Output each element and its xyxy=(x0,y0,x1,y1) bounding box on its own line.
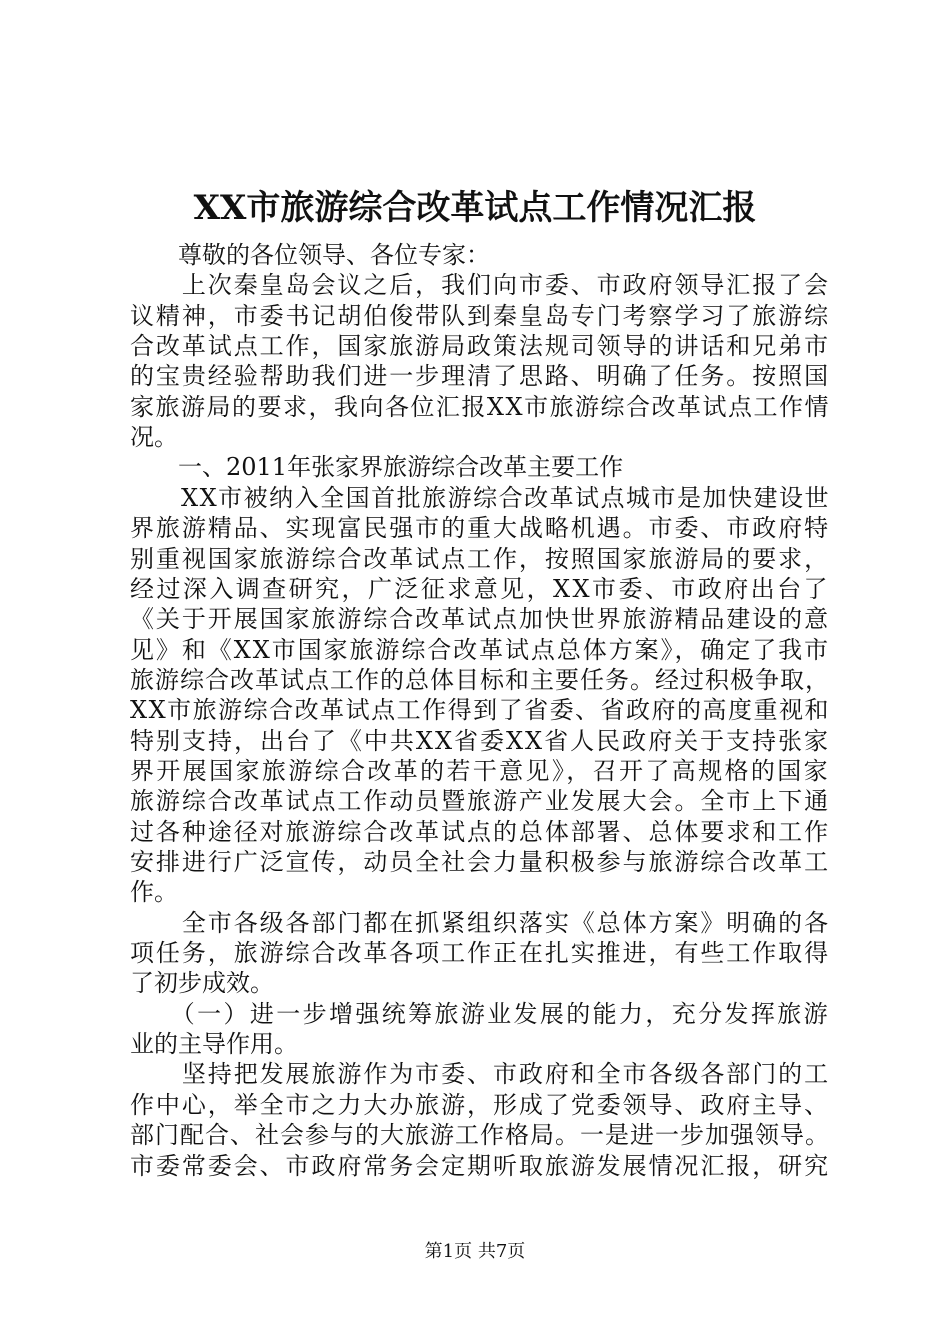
body-line: 一、2011年张家界旅游综合改革主要工作 xyxy=(130,453,624,482)
body-line: 界开展国家旅游综合改革的若干意见》，召开了高规格的国家 xyxy=(130,756,830,785)
body-line: 市委常委会、市政府常务会定期听取旅游发展情况汇报，研究 xyxy=(130,1151,830,1180)
body-line: 作。 xyxy=(130,878,178,907)
body-line: 业的主导作用。 xyxy=(130,1030,298,1059)
body-line: 别重视国家旅游综合改革试点工作，按照国家旅游局的要求， xyxy=(130,544,830,573)
body-line: XX市旅游综合改革试点工作得到了省委、省政府的高度重视和 xyxy=(130,696,830,725)
page-footer: 第1页 共7页 xyxy=(424,1241,526,1262)
body-line: 旅游综合改革试点工作的总体目标和主要任务。经过积极争取， xyxy=(130,665,830,694)
body-line: 作中心，举全市之力大办旅游，形成了党委领导、政府主导、 xyxy=(130,1090,830,1119)
document-title: XX市旅游综合改革试点工作情况汇报 xyxy=(193,188,757,228)
body-line: 家旅游局的要求，我向各位汇报XX市旅游综合改革试点工作情 xyxy=(130,392,830,421)
body-line: 经过深入调查研究，广泛征求意见，XX市委、市政府出台了 xyxy=(130,574,830,603)
body-line: 合改革试点工作，国家旅游局政策法规司领导的讲话和兄弟市 xyxy=(130,332,830,361)
body-line: XX市被纳入全国首批旅游综合改革试点城市是加快建设世 xyxy=(130,483,830,512)
body-line: 安排进行广泛宣传，动员全社会力量积极参与旅游综合改革工 xyxy=(130,848,830,876)
body-line: 见》和《XX市国家旅游综合改革试点总体方案》，确定了我市 xyxy=(130,635,830,664)
body-line: 上次秦皇岛会议之后，我们向市委、市政府领导汇报了会 xyxy=(130,271,830,300)
body-line: 坚持把发展旅游作为市委、市政府和全市各级各部门的工 xyxy=(130,1060,830,1089)
body-line: 项任务，旅游综合改革各项工作正在扎实推进，有些工作取得 xyxy=(130,939,830,968)
body-line: 了初步成效。 xyxy=(130,969,274,998)
body-line: 过各种途径对旅游综合改革试点的总体部署、总体要求和工作 xyxy=(130,817,830,846)
body-line: 尊敬的各位领导、各位专家： xyxy=(130,241,490,269)
body-line: 全市各级各部门都在抓紧组织落实《总体方案》明确的各 xyxy=(130,908,830,937)
body-line: （一）进一步增强统筹旅游业发展的能力，充分发挥旅游 xyxy=(130,999,830,1028)
body-line: 《关于开展国家旅游综合改革试点加快世界旅游精品建设的意 xyxy=(130,605,830,634)
body-line: 界旅游精品、实现富民强市的重大战略机遇。市委、市政府特 xyxy=(130,514,830,543)
body-line: 特别支持，出台了《中共XX省委XX省人民政府关于支持张家 xyxy=(130,726,830,755)
body-line: 议精神，市委书记胡伯俊带队到秦皇岛专门考察学习了旅游综 xyxy=(130,301,830,330)
body-line: 况。 xyxy=(130,423,178,452)
body-line: 的宝贵经验帮助我们进一步理清了思路、明确了任务。按照国 xyxy=(130,362,830,391)
body-line: 旅游综合改革试点工作动员暨旅游产业发展大会。全市上下通 xyxy=(130,787,830,816)
body-line: 部门配合、社会参与的大旅游工作格局。一是进一步加强领导。 xyxy=(130,1121,830,1150)
